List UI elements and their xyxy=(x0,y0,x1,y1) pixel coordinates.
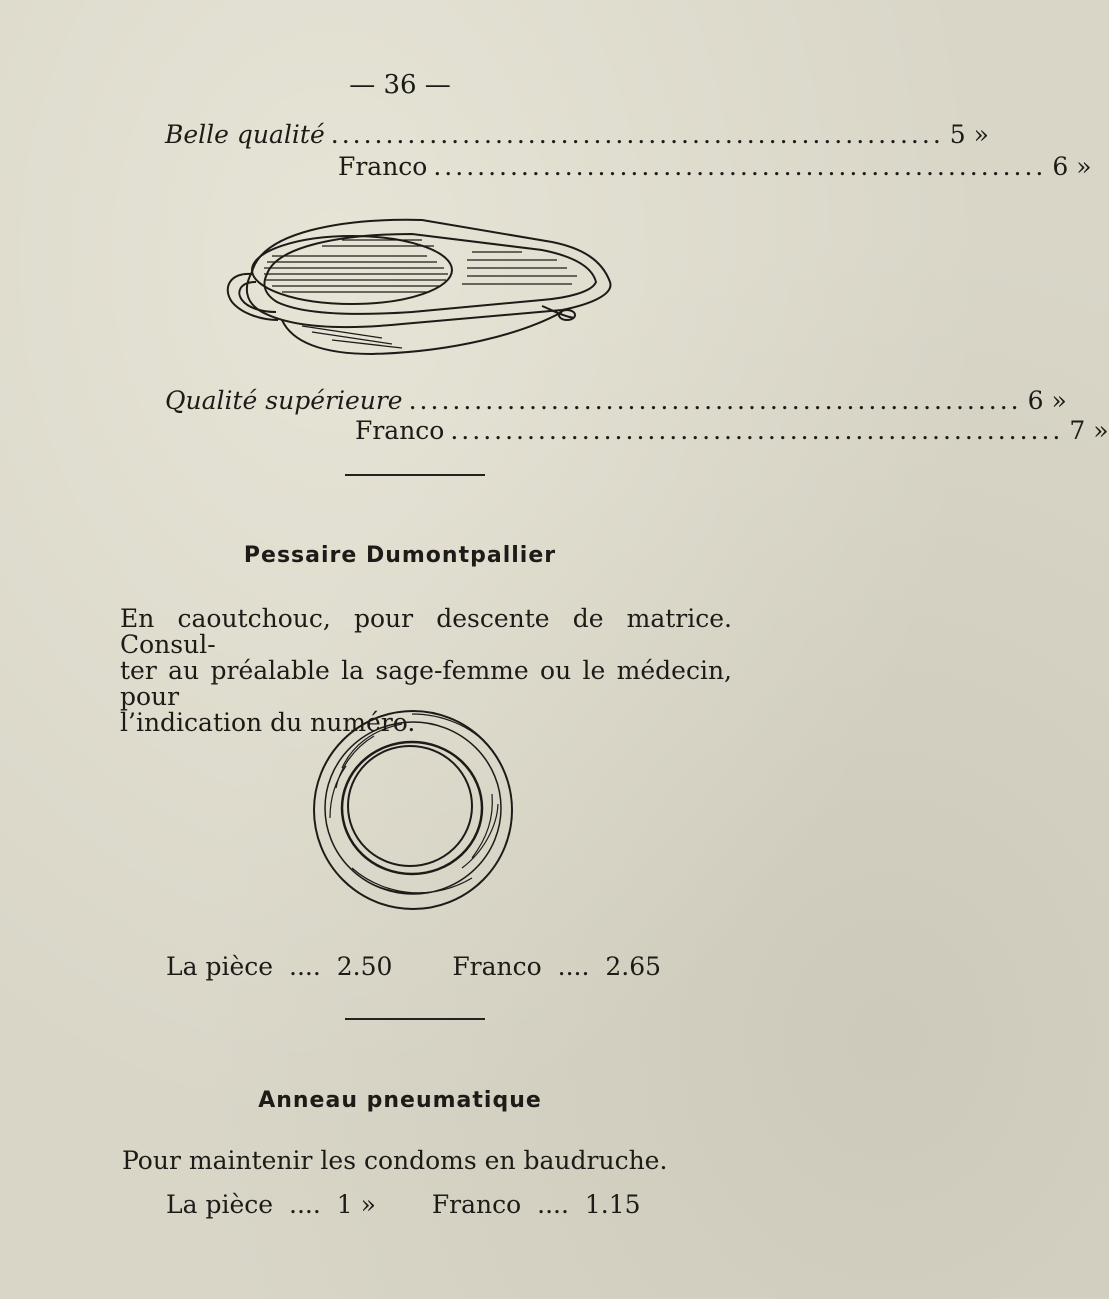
description-line: ter au préalable la sage-femme ou le médecin, pour xyxy=(120,656,732,711)
franco-label: Franco xyxy=(431,1190,522,1219)
section-divider xyxy=(345,474,485,476)
piece-price: 2.50 xyxy=(336,952,393,981)
franco-price: 1.15 xyxy=(584,1190,641,1219)
page-number: — 36 — xyxy=(349,70,451,100)
pessary-ring-illustration xyxy=(312,708,514,912)
description-line: En caoutchouc, pour descente de matrice. Consul- xyxy=(120,604,732,659)
qualite-superieure-price: 6 » xyxy=(1027,386,1067,415)
dot-leader: .... xyxy=(537,1190,569,1219)
pessaire-heading: Pessaire Dumontpallier xyxy=(243,543,557,568)
dot-leader: ........................................................ xyxy=(330,120,944,149)
franco-price: 2.65 xyxy=(605,952,662,981)
franco-label: Franco xyxy=(452,952,542,981)
anneau-heading: Anneau pneumatique xyxy=(258,1088,542,1113)
price-line-franco-2 xyxy=(355,416,1109,445)
franco-label: Franco xyxy=(355,416,445,445)
price-line-belle xyxy=(165,120,989,149)
belle-qualite-label: Belle qualité xyxy=(165,120,325,149)
franco-price: 7 » xyxy=(1069,416,1109,445)
piece-price: 1 » xyxy=(336,1190,376,1219)
dot-leader: ........................................................ xyxy=(408,386,1022,415)
price-line-superieure xyxy=(165,386,1067,415)
pessaire-price-row xyxy=(166,952,661,981)
description-line: l’indication du numéro. xyxy=(120,708,416,737)
dot-leader: ........................................................ xyxy=(433,152,1047,181)
franco-price: 6 » xyxy=(1052,152,1092,181)
belle-qualite-price: 5 » xyxy=(949,120,989,149)
anneau-price-row xyxy=(166,1190,641,1219)
dot-leader: ........................................................ xyxy=(450,416,1064,445)
piece-label: La pièce xyxy=(166,1190,274,1219)
piece-label: La pièce xyxy=(166,952,274,981)
section-divider xyxy=(345,1018,485,1020)
qualite-superieure-label: Qualité supérieure xyxy=(165,386,403,415)
bedpan-illustration xyxy=(222,212,617,362)
anneau-description: Pour maintenir les condoms en baudruche. xyxy=(122,1146,668,1175)
franco-label: Franco xyxy=(338,152,428,181)
dot-leader: .... xyxy=(289,952,321,981)
dot-leader: .... xyxy=(289,1190,321,1219)
price-line-franco-1 xyxy=(338,152,1092,181)
dot-leader: .... xyxy=(557,952,590,981)
